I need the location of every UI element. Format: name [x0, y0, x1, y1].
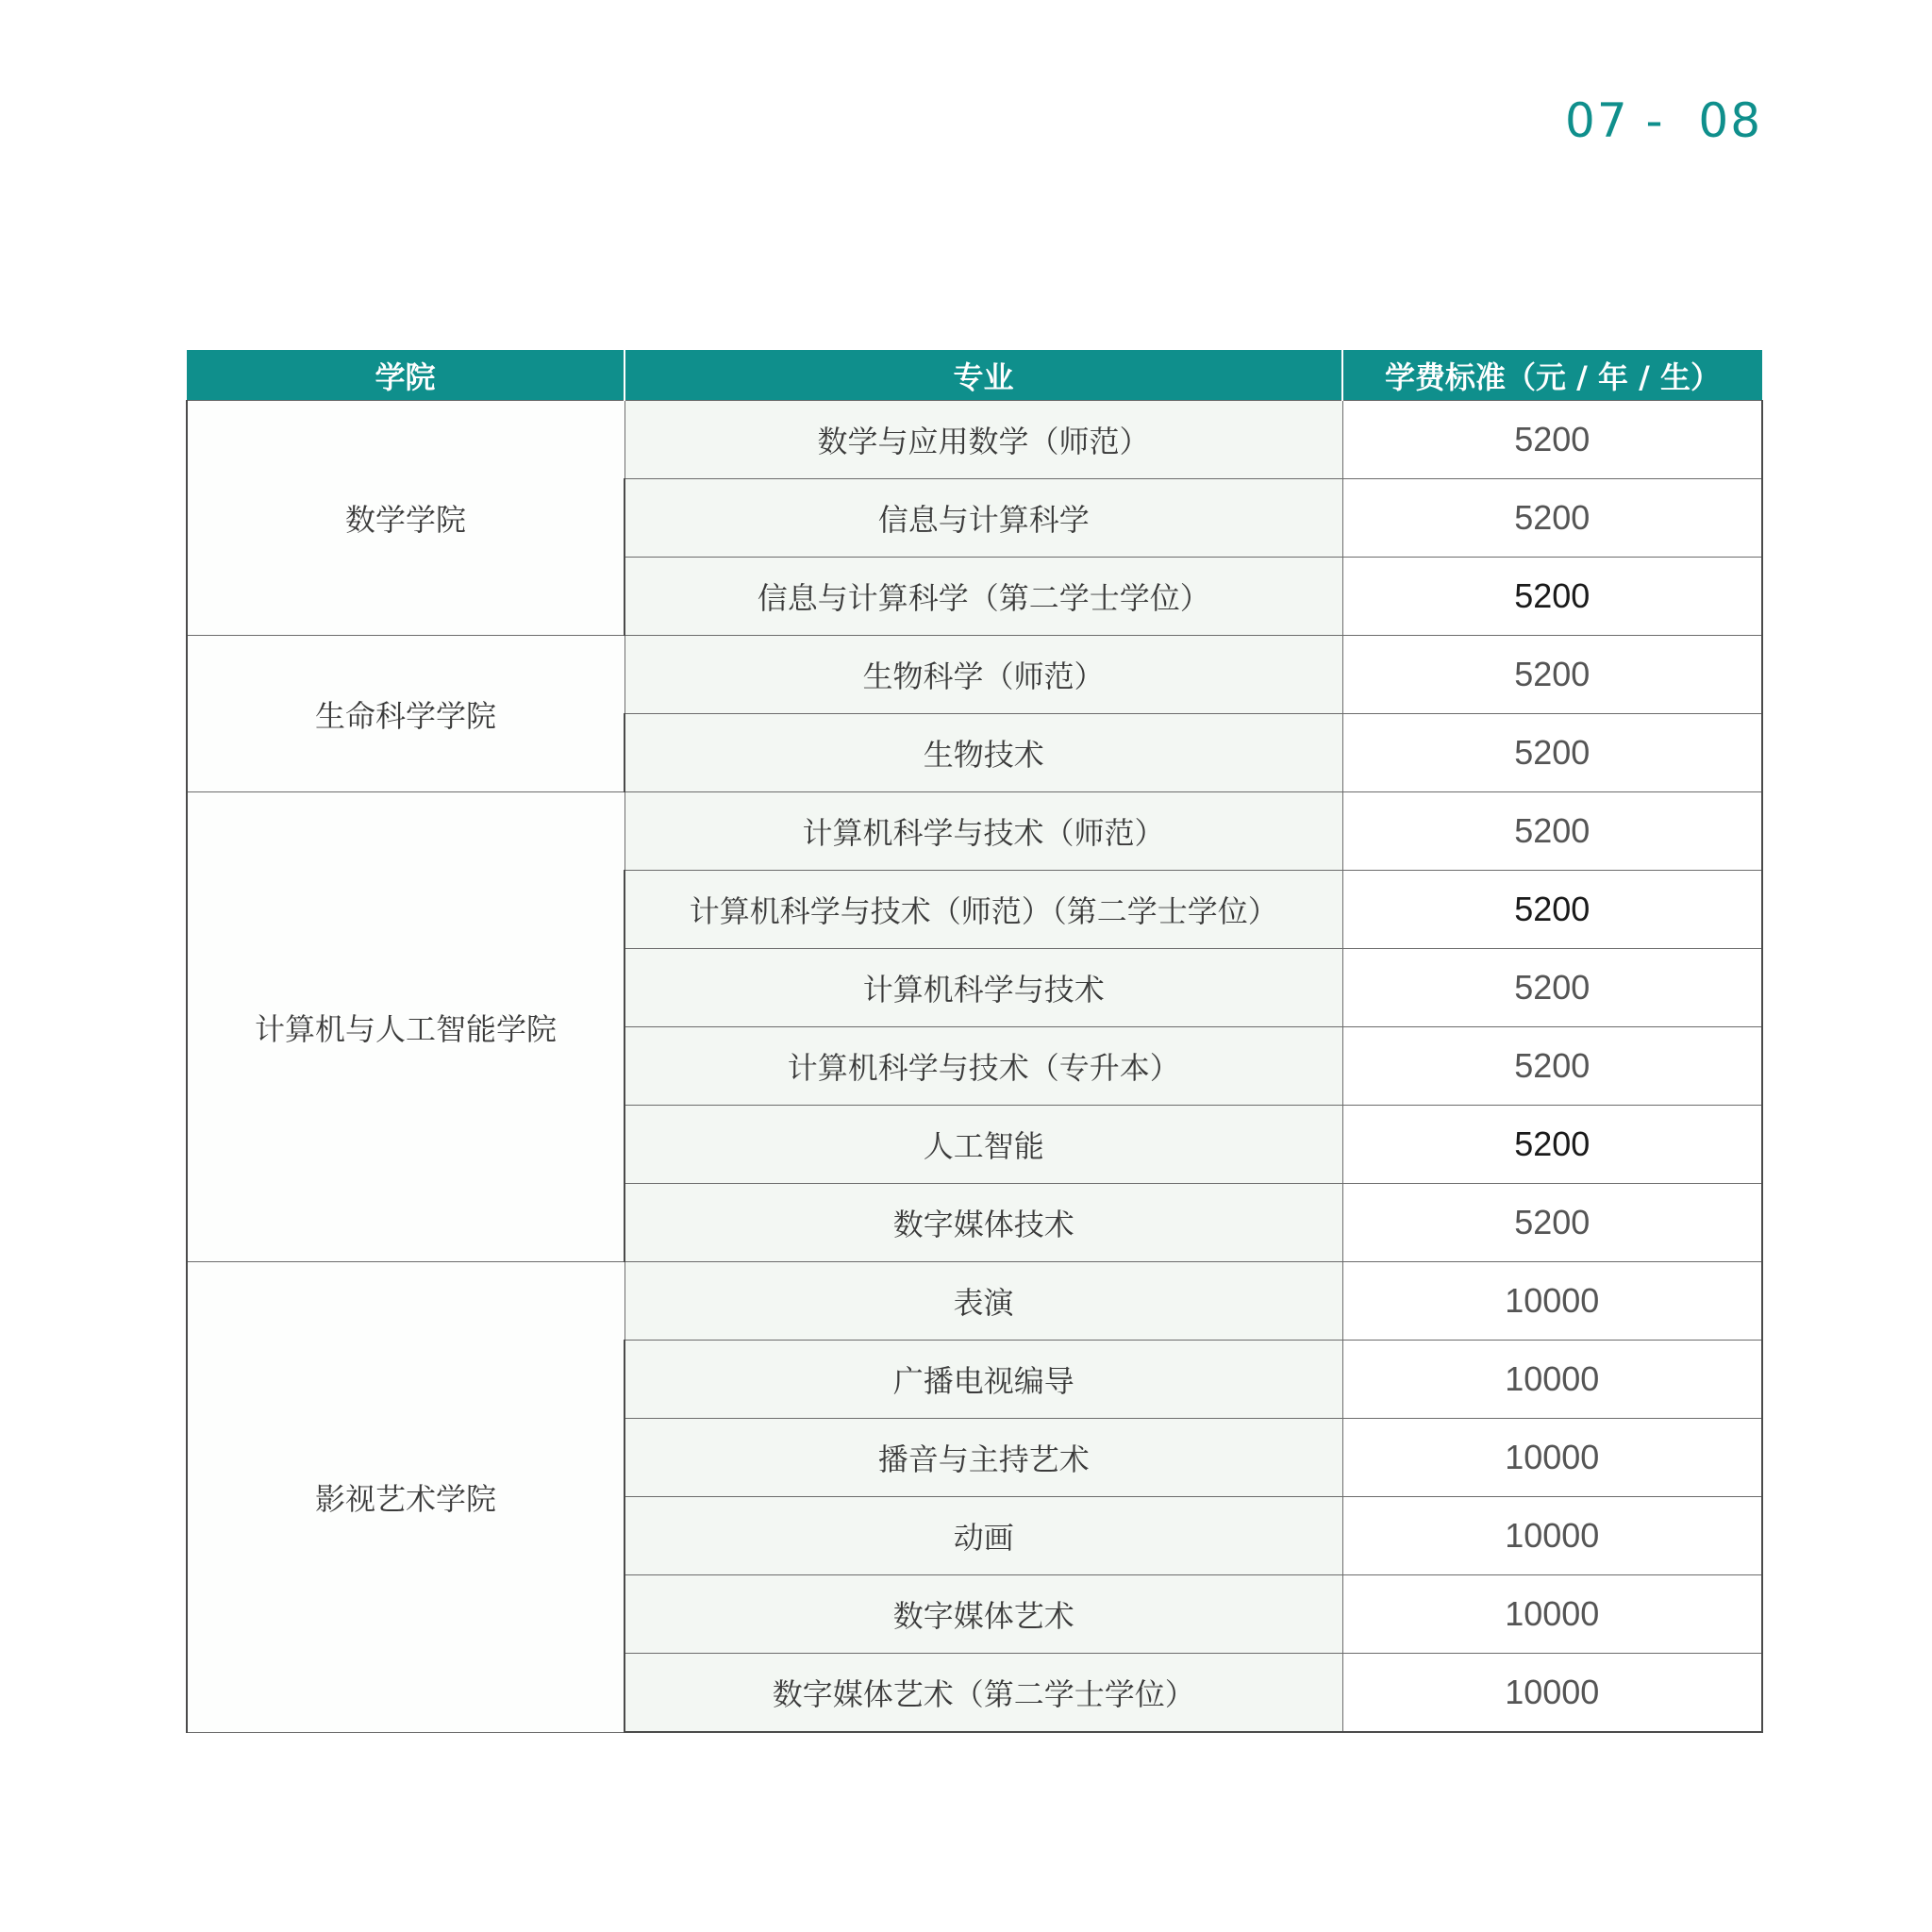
fee-cell: 5200 [1342, 792, 1762, 871]
major-cell: 数字媒体技术 [625, 1184, 1342, 1262]
major-cell: 计算机科学与技术（师范） [625, 792, 1342, 871]
table-row [187, 1262, 1762, 1341]
major-cell: 数学与应用数学（师范） [625, 401, 1342, 479]
major-cell: 生物技术 [625, 714, 1342, 792]
fee-cell: 5200 [1342, 401, 1762, 479]
major-cell: 播音与主持艺术 [625, 1419, 1342, 1497]
major-cell: 信息与计算科学（第二学士学位） [625, 558, 1342, 636]
major-cell: 信息与计算科学 [625, 479, 1342, 558]
fee-cell: 5200 [1342, 714, 1762, 792]
major-cell: 计算机科学与技术（师范）（第二学士学位） [625, 871, 1342, 949]
fee-cell: 5200 [1342, 558, 1762, 636]
college-cell: 影视艺术学院 [187, 1262, 625, 1733]
table-body [187, 401, 1762, 1733]
major-cell: 生物科学（师范） [625, 636, 1342, 714]
table-header [187, 350, 1762, 401]
major-cell: 数字媒体艺术（第二学士学位） [625, 1654, 1342, 1733]
fee-cell: 5200 [1342, 636, 1762, 714]
header-row [187, 350, 1762, 401]
fee-cell: 10000 [1342, 1497, 1762, 1575]
major-cell: 人工智能 [625, 1106, 1342, 1184]
header-major: 专业 [625, 350, 1342, 401]
fee-cell: 5200 [1342, 1027, 1762, 1106]
fee-cell: 10000 [1342, 1654, 1762, 1733]
fee-cell: 5200 [1342, 1184, 1762, 1262]
tuition-fee-table [186, 350, 1763, 1733]
major-cell: 表演 [625, 1262, 1342, 1341]
header-fee: 学费标准（元 / 年 / 生） [1342, 350, 1762, 401]
college-cell: 生命科学学院 [187, 636, 625, 792]
fee-cell: 10000 [1342, 1262, 1762, 1341]
fee-cell: 5200 [1342, 479, 1762, 558]
fee-cell: 5200 [1342, 871, 1762, 949]
table-row [187, 792, 1762, 871]
page-number: 07 - 08 [1565, 93, 1762, 148]
major-cell: 数字媒体艺术 [625, 1575, 1342, 1654]
table-row [187, 401, 1762, 479]
major-cell: 动画 [625, 1497, 1342, 1575]
fee-cell: 5200 [1342, 1106, 1762, 1184]
fee-cell: 10000 [1342, 1419, 1762, 1497]
college-cell: 计算机与人工智能学院 [187, 792, 625, 1262]
header-college: 学院 [187, 350, 625, 401]
college-cell: 数学学院 [187, 401, 625, 636]
major-cell: 计算机科学与技术 [625, 949, 1342, 1027]
major-cell: 广播电视编导 [625, 1341, 1342, 1419]
fee-cell: 5200 [1342, 949, 1762, 1027]
fee-cell: 10000 [1342, 1575, 1762, 1654]
major-cell: 计算机科学与技术（专升本） [625, 1027, 1342, 1106]
table-row [187, 636, 1762, 714]
fee-cell: 10000 [1342, 1341, 1762, 1419]
